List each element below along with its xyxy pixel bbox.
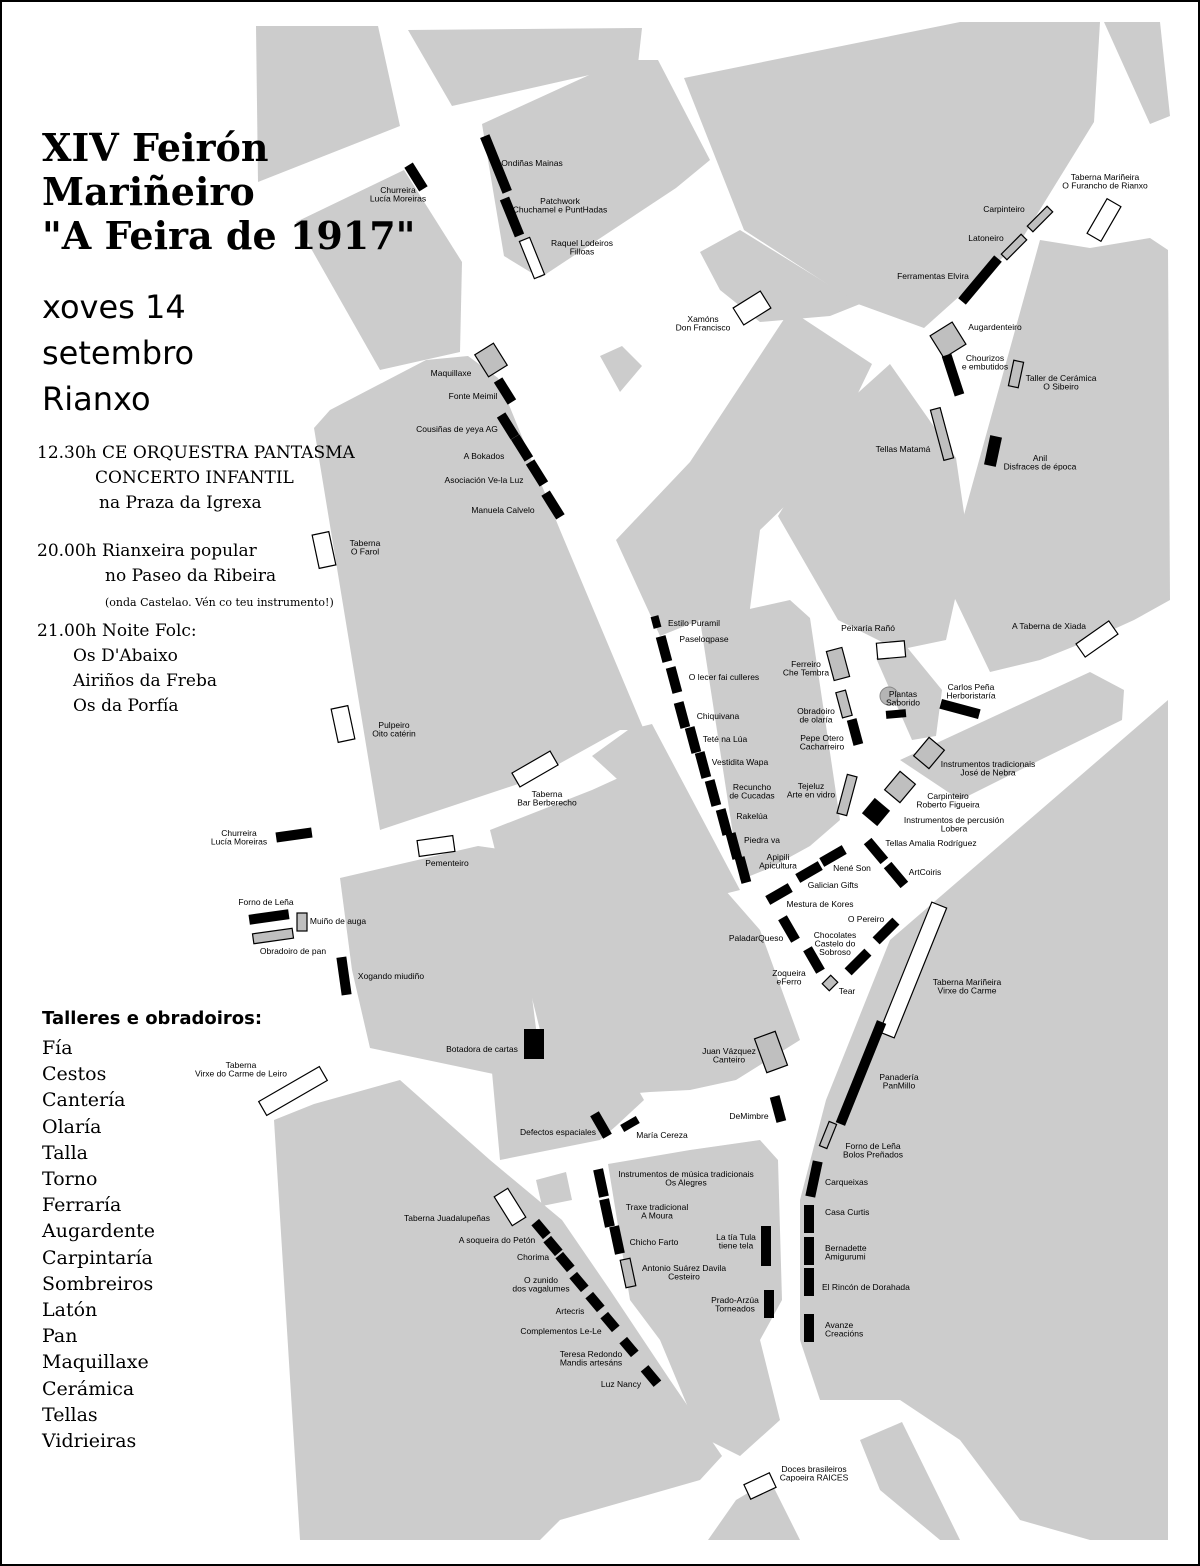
stall-label-line: Creacións	[825, 1328, 864, 1339]
stall-label-line: Recuncho	[732, 782, 772, 792]
workshop-item: Talla	[42, 1141, 89, 1164]
stall-label-line: Botadora de cartas	[446, 1044, 518, 1054]
stall-label-line: Taberna	[225, 1060, 257, 1070]
stall-label-line: Don Francisco	[675, 322, 731, 333]
workshop-item: Cerámica	[42, 1377, 135, 1400]
stall-label	[848, 914, 885, 924]
stall-label	[416, 424, 498, 434]
date-line-3: Rianxo	[42, 380, 151, 418]
stall-label	[1012, 621, 1086, 631]
stall-label	[630, 1237, 679, 1247]
stall-label-line: Forno de Leña	[238, 897, 294, 907]
stall-label-line: Mandis artesáns	[559, 1357, 623, 1368]
workshop-item: Cestos	[42, 1063, 107, 1086]
stall-label-line: Taberna	[531, 789, 563, 799]
stall-label-line: O Farol	[350, 546, 380, 557]
stall-label-line: Canteiro	[712, 1054, 746, 1065]
stall-label-line: Ferramentas Elvira	[897, 271, 969, 281]
stall-label	[560, 1349, 623, 1368]
stall-label-line: Casa Curtis	[825, 1207, 870, 1217]
event-title	[42, 126, 415, 258]
schedule-text: na Praza da Igrexa	[99, 493, 262, 513]
stall-label-line: Raquel Lodeiros	[551, 238, 613, 248]
stall-label	[712, 757, 769, 767]
stall-label-line: Churreira	[380, 185, 416, 195]
stall-label	[501, 158, 562, 168]
stall-label-line: Pulpeiro	[378, 720, 410, 730]
stall-label-line: Che Tembra	[782, 667, 830, 678]
stall-label-line: Torneados	[715, 1303, 755, 1314]
stall-label-line: Tejeluz	[797, 781, 825, 791]
stall-label	[946, 682, 995, 701]
stall-label-line: Capoeira RAICES	[779, 1472, 849, 1483]
stall-label-line: Patchwork	[540, 196, 580, 206]
stall-label	[808, 880, 859, 890]
schedule-text: Rianxeira popular	[102, 541, 257, 561]
stall-label	[358, 971, 424, 981]
stall-label-line: Muiño de auga	[309, 916, 367, 926]
workshop-item: Carpintaría	[42, 1246, 153, 1269]
schedule-text: Airiños da Freba	[73, 671, 218, 691]
workshop-item: Fía	[42, 1037, 73, 1059]
stall-label-line: Paseloqpase	[679, 634, 729, 644]
stall-label-line: Taberna Juadalupeñas	[403, 1213, 491, 1223]
stall-label-line: Oito catérin	[372, 728, 416, 739]
stall-label	[464, 451, 505, 461]
date-line-2: setembro	[42, 334, 195, 372]
stall-label-line: Chocolates	[813, 930, 857, 940]
stall-label	[825, 1243, 867, 1262]
stall-label-line: Teresa Redondo	[559, 1349, 623, 1359]
stall-label-line: Lucía Moreiras	[210, 836, 268, 847]
workshop-item: Latón	[42, 1299, 98, 1322]
schedule-text: CONCERTO INFANTIL	[95, 468, 294, 488]
schedule-item-3	[37, 619, 217, 719]
workshops-heading: Talleres e obradoiros:	[42, 1008, 263, 1029]
stall-label	[676, 314, 731, 333]
stall-label-line: Tear	[838, 986, 856, 996]
stall-label-line: de Cucadas	[729, 790, 775, 801]
workshop-item: Augardente	[42, 1220, 156, 1243]
stall-label-line: tiene tela	[718, 1240, 754, 1251]
stall-label	[260, 946, 326, 956]
schedule-time: 21.00h	[37, 621, 97, 641]
workshop-item: Torno	[42, 1168, 98, 1191]
date-line-1: xoves 14	[42, 288, 186, 326]
stall-label-line: Taberna	[349, 538, 381, 548]
title-line-3: "A Feira de 1917"	[42, 213, 416, 258]
stall-label	[897, 271, 969, 281]
stall-label	[885, 838, 976, 848]
stall-label-line: eFerro	[776, 976, 802, 987]
stall-label	[800, 733, 845, 752]
workshop-item: Maquillaxe	[42, 1351, 149, 1374]
workshop-item: Ferraría	[42, 1194, 122, 1217]
stall-label	[211, 828, 267, 847]
stall-label	[471, 505, 535, 515]
stall-label	[786, 899, 853, 909]
stall-label-line: Obradoiro de pan	[259, 946, 327, 956]
stall-label-line: Manuela Calvelo	[471, 505, 535, 515]
stall-label	[517, 1252, 549, 1262]
stall-label-line: Instrumentos de percusión	[903, 815, 1005, 825]
stall-label-line: Vestidita Wapa	[711, 757, 769, 767]
stall-label	[556, 1306, 585, 1316]
stall-label-line: Peixaría Rañó	[841, 623, 895, 633]
stall-label	[729, 1111, 768, 1121]
stall-label	[459, 1235, 536, 1245]
stall-label	[729, 933, 784, 943]
stall-label-line: O Furancho de Rianxo	[1062, 180, 1148, 191]
stall-label-line: Ferreiro	[791, 659, 821, 669]
stall-label-line: Avanze	[825, 1320, 854, 1330]
stall-label-line: Lucía Moreiras	[369, 193, 427, 204]
stall-label-line: Carlos Peña	[947, 682, 995, 692]
stall-label-line: Os Alegres	[665, 1177, 707, 1188]
stall-label-line: Prado-Arzúa	[711, 1295, 759, 1305]
stall-label	[350, 538, 381, 557]
workshop-item: Vidrieiras	[42, 1430, 137, 1453]
stall-label-line: Defectos espaciales	[519, 1127, 597, 1137]
event-date	[42, 284, 194, 422]
stall-label-line: Bolos Preñados	[842, 1149, 904, 1160]
stall-label	[968, 322, 1022, 332]
stall-label	[909, 867, 942, 877]
stall-label	[703, 734, 748, 744]
stall-label-line: Bernadette	[825, 1243, 867, 1253]
stall-label	[968, 233, 1004, 243]
stall-label-line: Juan Vázquez	[702, 1046, 756, 1056]
stall-label-line: Carpinteiro	[983, 204, 1025, 214]
stall-label-line: Teté na Lúa	[702, 734, 748, 744]
stall-label-line: María Cereza	[636, 1130, 688, 1140]
stall-label-line: Disfraces de época	[1003, 461, 1077, 472]
stall-label-line: de olaría	[799, 714, 833, 725]
stall-label-line: Galician Gifts	[807, 880, 859, 890]
schedule-item-2	[37, 539, 334, 614]
stall-label	[636, 1130, 688, 1140]
stall-label-line: Latoneiro	[968, 233, 1004, 243]
stall-label	[822, 1282, 910, 1292]
workshop-item: Olaría	[42, 1115, 102, 1138]
stall-label	[520, 1326, 602, 1336]
stall-label-line: Complementos Le-Le	[520, 1326, 602, 1336]
stall-label-line: DeMimbre	[729, 1111, 769, 1121]
stall-label-line: O Sibeiro	[1043, 381, 1079, 392]
stall-label	[876, 444, 931, 454]
stall-label	[839, 986, 856, 996]
stall-label	[729, 782, 774, 801]
stall-label-line: Sobroso	[819, 947, 851, 957]
stall-label-line: Saborido	[885, 697, 921, 708]
stall-label	[711, 1295, 759, 1314]
stall-label-line: Maquillaxe	[430, 368, 472, 378]
stall-label	[843, 1141, 903, 1160]
stall-label-line: Herboristaría	[946, 690, 996, 701]
stall-label-line: Pepe Otero	[800, 733, 844, 743]
stall-label-line: Rakelúa	[736, 811, 768, 821]
stall-label-line: Lobera	[940, 823, 968, 834]
stall-label-line: Obradoiro	[797, 706, 835, 716]
stall-label	[431, 368, 472, 378]
stall-label	[886, 689, 920, 708]
schedule-text: CE ORQUESTRA PANTASMA	[102, 443, 355, 463]
stall-label-line: dos vagalumes	[512, 1283, 570, 1294]
stall-label	[697, 711, 740, 721]
stall-label-line: Taberna Mariñeira	[1070, 172, 1140, 182]
stall-label-line: La tía Tula	[716, 1232, 756, 1242]
stall-label-line: Apicultura	[759, 860, 797, 871]
stall-label-line: Virxe do Carme de Leiro	[195, 1068, 287, 1079]
stall-label	[825, 1177, 868, 1187]
workshops-list	[42, 1008, 262, 1454]
stall-label	[833, 863, 871, 873]
stall-label	[780, 1464, 849, 1483]
stall-label-line: Apipili	[766, 852, 790, 862]
stall-label-line: Estilo Puramil	[668, 618, 720, 628]
stall-label	[425, 858, 469, 868]
stall-label-line: Chuchamel e PuntHadas	[512, 204, 608, 215]
stall-label-line: Instrumentos de música tradicionais	[618, 1169, 754, 1179]
stall-label	[601, 1379, 642, 1389]
stall-label-line: Castelo do	[814, 938, 856, 949]
stall-label-line: Anil	[1032, 453, 1048, 463]
stall-label	[446, 1044, 518, 1054]
stall-label	[983, 204, 1025, 214]
stall-label-line: Bar Berberecho	[517, 797, 577, 808]
stall-label-line: Xamóns	[687, 314, 719, 324]
stall-label	[679, 634, 728, 644]
stall-label-line: Xogando miudiño	[357, 971, 425, 981]
stall-label	[962, 353, 1008, 372]
stall-label-line: El Rincón de Dorahada	[822, 1282, 910, 1292]
stall-label	[238, 897, 294, 907]
stall-label	[825, 1207, 869, 1217]
workshop-item: Pan	[42, 1325, 78, 1348]
stall-label	[668, 618, 720, 628]
stall-label	[449, 391, 498, 401]
stall-label-line: Plantas	[888, 689, 918, 699]
stall-label-line: A Taberna de Xiada	[1011, 621, 1087, 631]
stall-label-line: Traxe tradicional	[625, 1202, 689, 1212]
stall-label-line: Doces brasileiros	[781, 1464, 847, 1474]
stall-label-line: Carpinteiro	[927, 791, 969, 801]
stall-label-line: Roberto Figueira	[916, 799, 980, 810]
stall-label-line: José de Nebra	[960, 767, 1016, 778]
stall-label	[520, 1127, 596, 1137]
stall-label-line: Nené Son	[833, 863, 871, 873]
stall-label-line: Zoqueira	[772, 968, 806, 978]
stall-label-line: Artecris	[555, 1306, 585, 1316]
stall-label-line: e embutidos	[961, 361, 1009, 372]
stall-label-line: Mestura de Kores	[786, 899, 854, 909]
schedule-text: no Paseo da Ribeira	[105, 566, 277, 586]
title-line-1: XIV Feirón	[42, 125, 269, 170]
stall-label	[310, 916, 367, 926]
workshop-item: Tellas	[42, 1403, 98, 1426]
stall-label-line: Panadería	[879, 1072, 919, 1082]
stall-label-line: A Bokados	[463, 451, 505, 461]
stall-label	[517, 789, 577, 808]
stall-label	[445, 475, 524, 485]
stall-label	[904, 815, 1004, 834]
stall-label	[736, 811, 767, 821]
stall-label-line: Ondiñas Mainas	[501, 158, 563, 168]
stall-label-line: Pementeiro	[425, 858, 469, 868]
stall-label-line: Arte en vidro	[786, 789, 836, 800]
stall-label	[716, 1232, 756, 1251]
stall-label-line: Cesteiro	[668, 1271, 700, 1282]
stall-label-line: Asociación Ve-la Luz	[444, 475, 524, 485]
stall-label-line: O lecer fai culleres	[688, 672, 760, 682]
workshop-item: Cantería	[42, 1089, 126, 1112]
stall-label-line: Filloas	[569, 246, 595, 257]
stall-label-line: Virxe do Carme	[937, 985, 997, 996]
stall-label	[933, 977, 1002, 996]
schedule-time: 12.30h	[37, 443, 97, 463]
stall-label-line: Amigurumi	[825, 1251, 866, 1262]
workshop-item: Sombreiros	[42, 1272, 154, 1295]
stall-label-line: Chorima	[516, 1252, 550, 1262]
stall-label-line: Piedra va	[744, 835, 780, 845]
stall-label	[689, 672, 759, 682]
stall-label-line: Cousiñas de yeya AG	[416, 424, 498, 434]
stall-label-line: Taller de Cerámica	[1025, 373, 1097, 383]
stall-label-line: Chicho Farto	[629, 1237, 679, 1247]
stall-label	[404, 1213, 490, 1223]
stall-label-line: Tellas Amalia Rodríguez	[885, 838, 977, 848]
stall-label-line: O Pereiro	[847, 914, 885, 924]
stall-label	[772, 968, 806, 987]
stall-label-line: Chiquivana	[696, 711, 740, 721]
stall-label-line: O zunido	[523, 1275, 559, 1285]
schedule-note: (onda Castelao. Vén co teu instrumento!)	[105, 596, 334, 609]
stall-label-line: PaladarQueso	[728, 933, 784, 943]
stall-label-line: Forno de Leña	[845, 1141, 901, 1151]
stall-label-line: Cacharreiro	[799, 741, 845, 752]
schedule-text: Os D'Abaixo	[73, 646, 178, 666]
stall-label	[814, 930, 857, 957]
stall-label-line: Instrumentos tradicionais	[940, 759, 1036, 769]
stall-label-line: Tellas Matamá	[875, 444, 931, 454]
schedule-item-1	[37, 441, 355, 516]
stall-label	[841, 623, 895, 633]
stall-label	[797, 706, 835, 725]
stall-label-line: Luz Nancy	[600, 1379, 642, 1389]
stall-label	[744, 835, 780, 845]
stall-label	[372, 720, 416, 739]
schedule-time: 20.00h	[37, 541, 97, 561]
stall-label-line: ArtCoiris	[908, 867, 942, 877]
stall-label-line: Antonio Suárez Davila	[641, 1263, 727, 1273]
stall-label	[1062, 172, 1148, 191]
stall-label-line: Taberna Mariñeira	[932, 977, 1002, 987]
schedule-text: Noite Folc:	[102, 621, 197, 641]
stall-label-line: Augardenteiro	[968, 322, 1022, 332]
title-line-2: Mariñeiro	[42, 169, 255, 214]
stall-label-line: Carqueixas	[825, 1177, 868, 1187]
stall-label-line: Fonte Meimil	[448, 391, 498, 401]
stall-label-line: A Moura	[641, 1210, 673, 1221]
stall-label-line: A soqueira do Petón	[458, 1235, 536, 1245]
stall-label-line: Chourizos	[965, 353, 1005, 363]
schedule-text: Os da Porfía	[73, 696, 179, 716]
stall-label-line: PanMillo	[882, 1080, 916, 1091]
stall-label-line: Churreira	[221, 828, 257, 838]
stall-label	[879, 1072, 918, 1091]
